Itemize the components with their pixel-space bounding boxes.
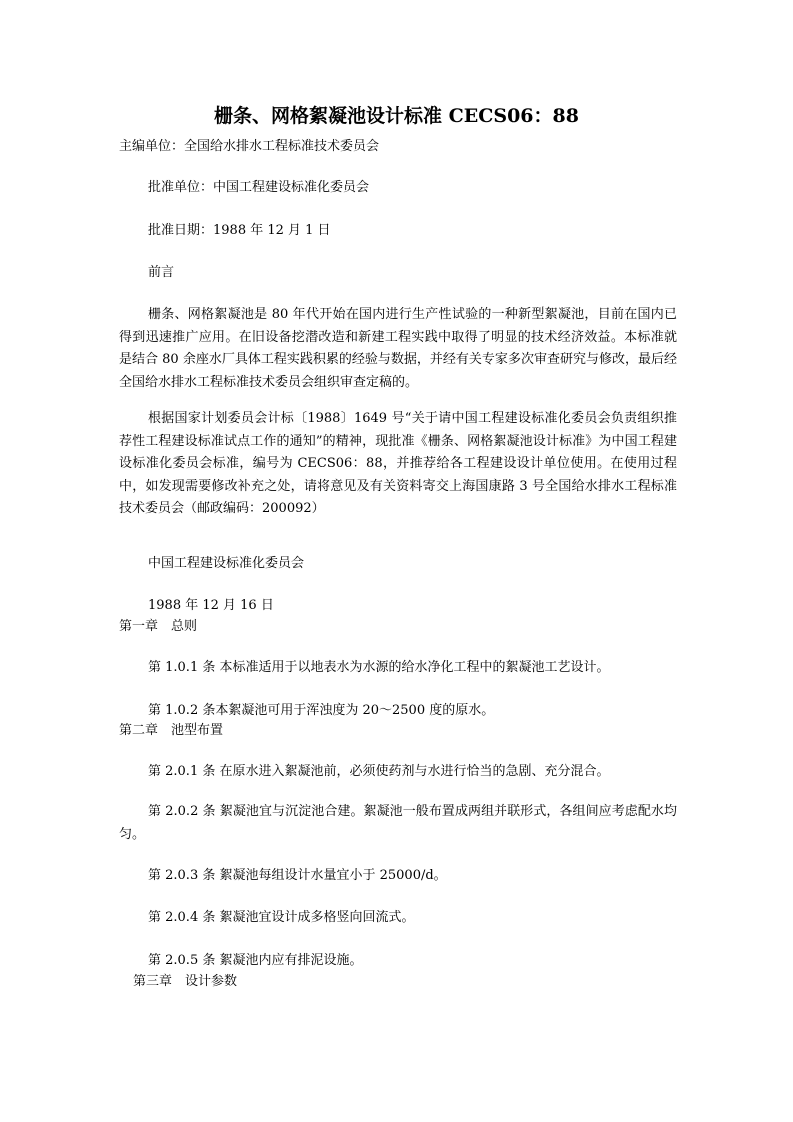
editor-unit: 主编单位：全国给水排水工程标准技术委员会 [119,139,380,154]
preface-date: 1988 年 12 月 16 日 [148,598,274,613]
preface-heading: 前言 [148,265,175,280]
article-1-0-2: 第 1.0.2 条本絮凝池可用于浑浊度为 20～2500 度的原水。 [148,703,495,718]
article-1-0-1: 第 1.0.1 条 本标准适用于以地表水为水源的给水净化工程中的絮凝池工艺设计。 [148,660,610,675]
document-title: 栅条、网格絮凝池设计标准 CECS06：88 [214,105,579,127]
approval-date: 批准日期：1988 年 12 月 1 日 [148,223,331,238]
chapter-3-heading: 第三章 设计参数 [133,974,238,989]
chapter-2-heading: 第二章 池型布置 [119,723,224,738]
preface-paragraph-1: 栅条、网格絮凝池是 80 年代开始在国内进行生产性试验的一种新型絮凝池，目前在国内已得到迅速推广应用。在旧设备挖潜改造和新建工程实践中取得了明显的技术经济效益。本标准就是结合 80 余座水厂具体工程实践积累的经验与数据，并经有关专家多次审查研究与修改，最后经全国给水排水工程标准技术委员会组织审查定稿的。 [119,307,677,390]
article-2-0-3: 第 2.0.3 条 絮凝池每组设计水量宜小于 25000/d。 [148,868,447,883]
article-2-0-1: 第 2.0.1 条 在原水进入絮凝池前，必须使药剂与水进行恰当的急剧、充分混合。 [148,764,610,779]
preface-paragraph-2: 根据国家计划委员会计标〔1988〕1649 号“关于请中国工程建设标准化委员会负责组织推荐性工程建设标准试点工作的通知”的精神，现批准《栅条、网格絮凝池设计标准》为中国工程建设标准化委员会标准，编号为 CECS06：88，并推荐给各工程建设设计单位使用。在使用过程中，如发现需要修改补充之处，请将意见及有关资料寄交上海国康路 3 号全国给水排水工程标准技术委员会（邮政编码：200092） [119,411,677,516]
article-2-0-5: 第 2.0.5 条 絮凝池内应有排泥设施。 [148,953,363,968]
article-2-0-2: 第 2.0.2 条 絮凝池宜与沉淀池合建。絮凝池一般布置成两组并联形式，各组间应考虑配水均匀。 [119,804,677,842]
preface-signature: 中国工程建设标准化委员会 [148,556,305,571]
chapter-1-heading: 第一章 总则 [119,619,198,634]
approver-unit: 批准单位：中国工程建设标准化委员会 [148,180,370,195]
article-2-0-4: 第 2.0.4 条 絮凝池宜设计成多格竖向回流式。 [148,910,415,925]
